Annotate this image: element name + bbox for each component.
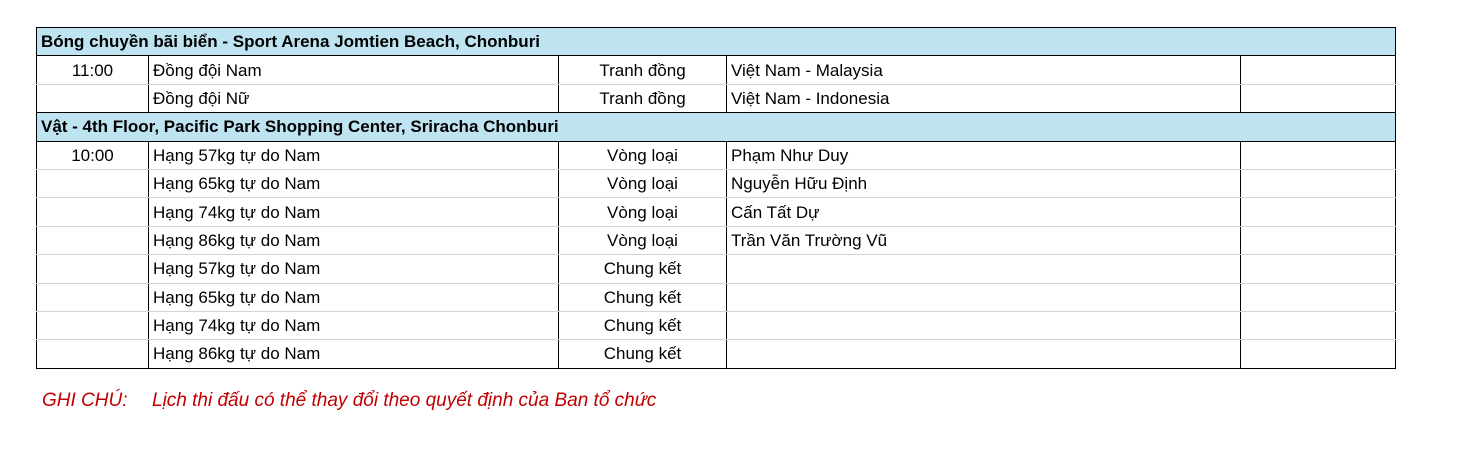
time-cell <box>37 340 149 368</box>
athletes-cell <box>727 340 1241 368</box>
athletes-cell: Việt Nam - Malaysia <box>727 56 1241 84</box>
time-cell: 11:00 <box>37 56 149 84</box>
table-row <box>37 141 1396 169</box>
round-cell: Tranh đồng <box>559 56 727 84</box>
round-cell: Tranh đồng <box>559 84 727 112</box>
table-row <box>37 84 1396 112</box>
round-cell: Vòng loại <box>559 141 727 169</box>
time-cell <box>37 311 149 339</box>
event-cell: Hạng 65kg tự do Nam <box>149 169 559 197</box>
event-cell: Hạng 57kg tự do Nam <box>149 255 559 283</box>
table-row <box>37 255 1396 283</box>
extra-cell <box>1241 169 1396 197</box>
athletes-cell: Việt Nam - Indonesia <box>727 84 1241 112</box>
table-row <box>37 340 1396 368</box>
table-row <box>37 169 1396 197</box>
athletes-cell: Cấn Tất Dự <box>727 198 1241 226</box>
extra-cell <box>1241 141 1396 169</box>
event-cell: Hạng 74kg tự do Nam <box>149 198 559 226</box>
round-cell: Vòng loại <box>559 198 727 226</box>
round-cell: Chung kết <box>559 311 727 339</box>
note-text: Lịch thi đấu có thể thay đổi theo quyết định của Ban tổ chức <box>152 390 657 411</box>
section-title: Bóng chuyền bãi biển - Sport Arena Jomtien Beach, Chonburi <box>37 28 1396 56</box>
extra-cell <box>1241 198 1396 226</box>
event-cell: Đồng đội Nữ <box>149 84 559 112</box>
extra-cell <box>1241 283 1396 311</box>
extra-cell <box>1241 255 1396 283</box>
time-cell <box>37 198 149 226</box>
round-cell: Chung kết <box>559 255 727 283</box>
athletes-cell <box>727 311 1241 339</box>
athletes-cell <box>727 255 1241 283</box>
time-cell <box>37 255 149 283</box>
extra-cell <box>1241 84 1396 112</box>
note-label: GHI CHÚ: <box>42 390 128 411</box>
schedule-table <box>36 27 1396 369</box>
event-cell: Đồng đội Nam <box>149 56 559 84</box>
extra-cell <box>1241 56 1396 84</box>
event-cell: Hạng 74kg tự do Nam <box>149 311 559 339</box>
extra-cell <box>1241 226 1396 254</box>
time-cell: 10:00 <box>37 141 149 169</box>
section-header-row <box>37 28 1396 56</box>
table-row <box>37 283 1396 311</box>
extra-cell <box>1241 311 1396 339</box>
schedule-note <box>42 390 656 412</box>
table-row <box>37 311 1396 339</box>
table-row <box>37 226 1396 254</box>
round-cell: Chung kết <box>559 283 727 311</box>
extra-cell <box>1241 340 1396 368</box>
time-cell <box>37 169 149 197</box>
event-cell: Hạng 86kg tự do Nam <box>149 340 559 368</box>
event-cell: Hạng 65kg tự do Nam <box>149 283 559 311</box>
athletes-cell: Nguyễn Hữu Định <box>727 169 1241 197</box>
athletes-cell <box>727 283 1241 311</box>
event-cell: Hạng 86kg tự do Nam <box>149 226 559 254</box>
section-header-row <box>37 113 1396 141</box>
table-row <box>37 198 1396 226</box>
round-cell: Chung kết <box>559 340 727 368</box>
time-cell <box>37 226 149 254</box>
time-cell <box>37 84 149 112</box>
round-cell: Vòng loại <box>559 226 727 254</box>
table-row <box>37 56 1396 84</box>
athletes-cell: Phạm Như Duy <box>727 141 1241 169</box>
event-cell: Hạng 57kg tự do Nam <box>149 141 559 169</box>
round-cell: Vòng loại <box>559 169 727 197</box>
section-title: Vật - 4th Floor, Pacific Park Shopping Center, Sriracha Chonburi <box>37 113 1396 141</box>
time-cell <box>37 283 149 311</box>
athletes-cell: Trần Văn Trường Vũ <box>727 226 1241 254</box>
